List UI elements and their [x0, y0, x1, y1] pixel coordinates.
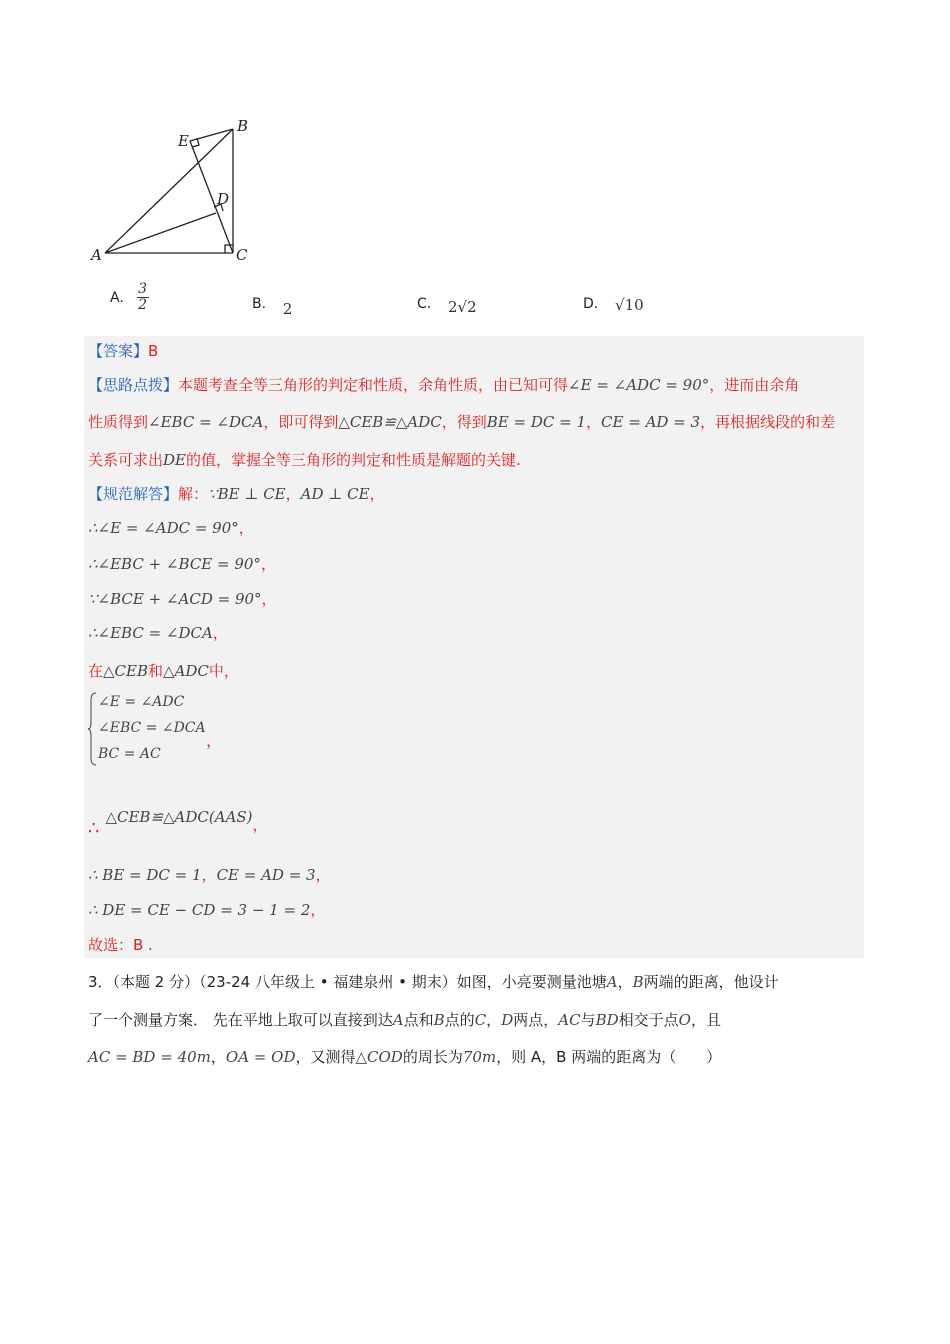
analysis-line-1 — [88, 374, 799, 396]
answer-value: B — [148, 342, 159, 360]
solution-step-5 — [88, 660, 239, 682]
analysis-text: ，进而由余角 — [709, 376, 800, 394]
question-math: A — [606, 973, 618, 991]
analysis-text: ，即可得到 — [263, 413, 339, 431]
segment-ab — [105, 129, 233, 253]
solution-conclusion — [88, 806, 268, 839]
solution-text: ， — [285, 485, 301, 503]
question-text: ， — [486, 1011, 502, 1029]
solution-text: 解： — [178, 485, 209, 503]
label-point-e: E — [178, 132, 189, 150]
solution-math: △CEB≌△ADC(AAS) — [105, 808, 253, 826]
question-3-line-1 — [88, 971, 779, 993]
label-point-c: C — [236, 246, 248, 264]
question-text: 与 — [580, 1011, 596, 1029]
equation-system — [88, 692, 228, 766]
solution-step-4 — [88, 622, 228, 644]
option-b[interactable] — [252, 294, 293, 318]
option-a-denominator: 2 — [138, 297, 148, 314]
analysis-text: 的值，掌握全等三角形的判定和性质是解题的关键. — [186, 451, 521, 469]
analysis-math: CE = AD = 3 — [601, 413, 701, 431]
analysis-tag: 【思路点拨】 — [88, 376, 179, 394]
solution-math: ∵∠BCE + ∠ACD = 90° — [88, 590, 262, 608]
question-math: AC = BD = 40m — [88, 1048, 211, 1066]
analysis-text: ， — [586, 413, 602, 431]
solution-text: ， — [315, 866, 331, 884]
solution-tag: 【规范解答】 — [88, 485, 179, 503]
solution-math: ∴∠E = ∠ADC = 90° — [88, 519, 239, 537]
solution-math: △CEB — [103, 662, 149, 680]
solution-math: ∴∠EBC + ∠BCE = 90° — [88, 555, 261, 573]
solution-step-6 — [88, 864, 331, 886]
solution-math: ∴ DE = CE − CD = 3 − 1 = 2 — [88, 901, 311, 919]
option-b-value: 2 — [282, 300, 293, 318]
question-math: AC — [558, 1011, 581, 1029]
solution-text: ， — [369, 485, 385, 503]
question-text: 点和 — [403, 1011, 434, 1029]
question-text: 两点， — [513, 1011, 559, 1029]
solution-step-1 — [88, 517, 254, 539]
solution-text: ， — [261, 590, 277, 608]
analysis-text: 关系可求出 — [88, 451, 164, 469]
segment-ad — [105, 213, 216, 253]
question-text: ，且 — [690, 1011, 721, 1029]
solution-math: ∴ BE = DC = 1 — [88, 866, 202, 884]
question-math: O — [678, 1011, 691, 1029]
analysis-text: 本题考查全等三角形的判定和性质，余角性质，由已知可得 — [178, 376, 569, 394]
geometry-figure — [88, 115, 258, 270]
option-c-value: 2√2 — [448, 298, 477, 316]
option-a-numerator: 3 — [138, 281, 148, 297]
solution-text: ， — [212, 624, 228, 642]
option-c-label: C. — [417, 296, 432, 312]
analysis-text: 性质得到 — [88, 413, 149, 431]
question-text: ，则 A，B 两端的距离为（ ） — [496, 1048, 722, 1066]
option-a-label: A. — [110, 289, 124, 306]
question-3-line-3 — [88, 1046, 721, 1068]
question-math: BD — [595, 1011, 619, 1029]
solution-text: ， — [238, 519, 254, 537]
analysis-math: ∠EBC = ∠DCA — [148, 413, 264, 431]
therefore-symbol: ∴ — [88, 818, 100, 839]
question-math: A — [392, 1011, 404, 1029]
solution-math: AD ⊥ CE — [300, 485, 370, 503]
solution-math: △ADC — [163, 662, 209, 680]
option-c[interactable] — [417, 294, 477, 316]
question-text: 了一个测量方案． 先在平地上取可以直接到达 — [88, 1011, 393, 1029]
analysis-math: △CEB≌△ADC — [338, 413, 442, 431]
question-text: 点的 — [444, 1011, 475, 1029]
analysis-text: ，得到 — [441, 413, 487, 431]
solution-text: ， — [201, 866, 217, 884]
analysis-math: DE — [163, 451, 186, 469]
solution-step-2 — [88, 553, 276, 575]
question-text: 的周长为 — [402, 1048, 463, 1066]
analysis-line-3 — [88, 449, 521, 471]
question-text: 3．（本题 2 分）（23-24 八年级上 • 福建泉州 • 期末）如图，小亮要测量池塘 — [88, 973, 607, 991]
solution-choice: 故选：B . — [88, 936, 153, 954]
question-3-line-2 — [88, 1009, 721, 1031]
solution-step-3 — [88, 588, 277, 610]
option-a-fraction — [137, 282, 149, 314]
option-b-label: B. — [252, 296, 267, 312]
solution-math: CE = AD = 3 — [216, 866, 316, 884]
solution-text: ， — [310, 901, 326, 919]
option-d-value: √10 — [615, 296, 644, 314]
question-math: D — [501, 1011, 514, 1029]
solution-text: 在 — [88, 662, 104, 680]
question-math: OA = OD — [225, 1048, 296, 1066]
question-math: B — [632, 973, 644, 991]
option-d[interactable] — [583, 294, 644, 312]
analysis-math: ∠E = ∠ADC = 90° — [568, 376, 710, 394]
label-point-a: A — [91, 246, 102, 264]
question-math: B — [433, 1011, 445, 1029]
solution-line-intro — [88, 483, 385, 505]
system-row-3: BC = AC — [98, 746, 161, 762]
system-row-2: ∠EBC = ∠DCA — [98, 720, 206, 736]
left-brace-icon — [88, 692, 98, 766]
question-math: △COD — [355, 1048, 403, 1066]
analysis-text: ，再根据线段的和差 — [700, 413, 836, 431]
answer-tag: 【答案】 — [88, 342, 149, 360]
question-math: 70m — [462, 1048, 497, 1066]
solution-step-7 — [88, 899, 325, 921]
solution-text: 和 — [148, 662, 164, 680]
solution-text: ， — [252, 816, 268, 834]
label-point-d: D — [217, 190, 230, 208]
question-text: 相交于点 — [618, 1011, 679, 1029]
question-math: C — [474, 1011, 487, 1029]
question-text: ，又测得 — [295, 1048, 356, 1066]
solution-text: ， — [260, 555, 276, 573]
option-d-label: D. — [583, 296, 599, 312]
question-text: 两端的距离，他设计 — [643, 973, 779, 991]
question-text: ， — [617, 973, 633, 991]
solution-text: 中， — [208, 662, 239, 680]
label-point-b: B — [237, 117, 249, 135]
analysis-math: BE = DC = 1 — [486, 413, 587, 431]
analysis-line-2 — [88, 411, 835, 433]
answer-line — [88, 340, 158, 362]
question-text: ， — [210, 1048, 226, 1066]
system-row-1: ∠E = ∠ADC — [98, 694, 185, 710]
system-end-punct: ， — [206, 731, 223, 750]
solution-math: ∵BE ⊥ CE — [208, 485, 286, 503]
option-a[interactable] — [110, 282, 149, 314]
solution-math: ∴∠EBC = ∠DCA — [88, 624, 213, 642]
